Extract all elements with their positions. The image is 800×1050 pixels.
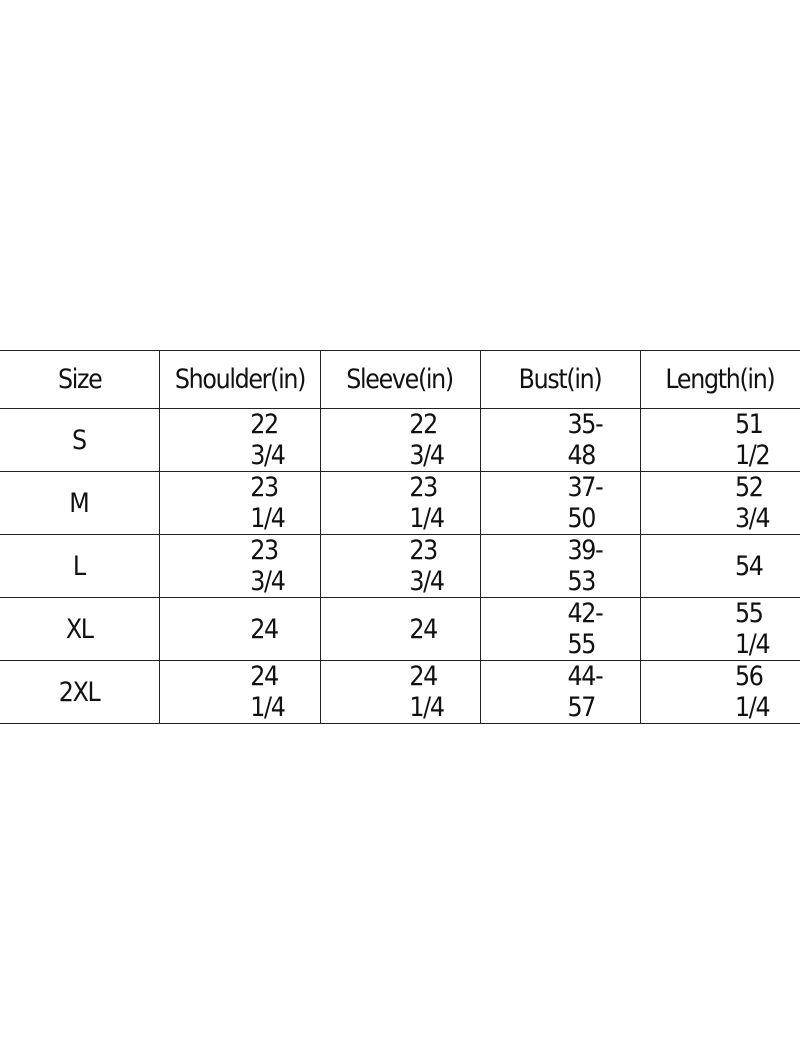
table-row — [0, 598, 800, 661]
cell-size: XL — [0, 598, 159, 661]
cell-sleeve: 23 1/4 — [320, 472, 480, 535]
cell-bust: 35-48 — [480, 409, 640, 472]
cell-sleeve: 22 3/4 — [320, 409, 480, 472]
cell-shoulder: 23 1/4 — [159, 472, 320, 535]
header-sleeve: Sleeve(in) — [320, 351, 480, 409]
cell-length: 52 3/4 — [640, 472, 800, 535]
cell-sleeve: 23 3/4 — [320, 535, 480, 598]
table-row — [0, 409, 800, 472]
cell-sleeve: 24 1/4 — [320, 661, 480, 724]
cell-bust: 44-57 — [480, 661, 640, 724]
header-size: Size — [0, 351, 159, 409]
header-length: Length(in) — [640, 351, 800, 409]
table-row — [0, 535, 800, 598]
cell-shoulder: 22 3/4 — [159, 409, 320, 472]
size-chart-table — [0, 350, 800, 724]
cell-size: S — [0, 409, 159, 472]
cell-length: 56 1/4 — [640, 661, 800, 724]
header-shoulder: Shoulder(in) — [159, 351, 320, 409]
header-bust: Bust(in) — [480, 351, 640, 409]
cell-sleeve: 24 — [320, 598, 480, 661]
cell-bust: 39-53 — [480, 535, 640, 598]
cell-shoulder: 24 — [159, 598, 320, 661]
cell-length: 55 1/4 — [640, 598, 800, 661]
cell-length: 54 — [640, 535, 800, 598]
cell-size: M — [0, 472, 159, 535]
table-row — [0, 661, 800, 724]
table-row — [0, 472, 800, 535]
cell-bust: 37-50 — [480, 472, 640, 535]
cell-size: 2XL — [0, 661, 159, 724]
cell-bust: 42-55 — [480, 598, 640, 661]
cell-shoulder: 23 3/4 — [159, 535, 320, 598]
table-header-row — [0, 351, 800, 409]
cell-length: 51 1/2 — [640, 409, 800, 472]
cell-size: L — [0, 535, 159, 598]
cell-shoulder: 24 1/4 — [159, 661, 320, 724]
